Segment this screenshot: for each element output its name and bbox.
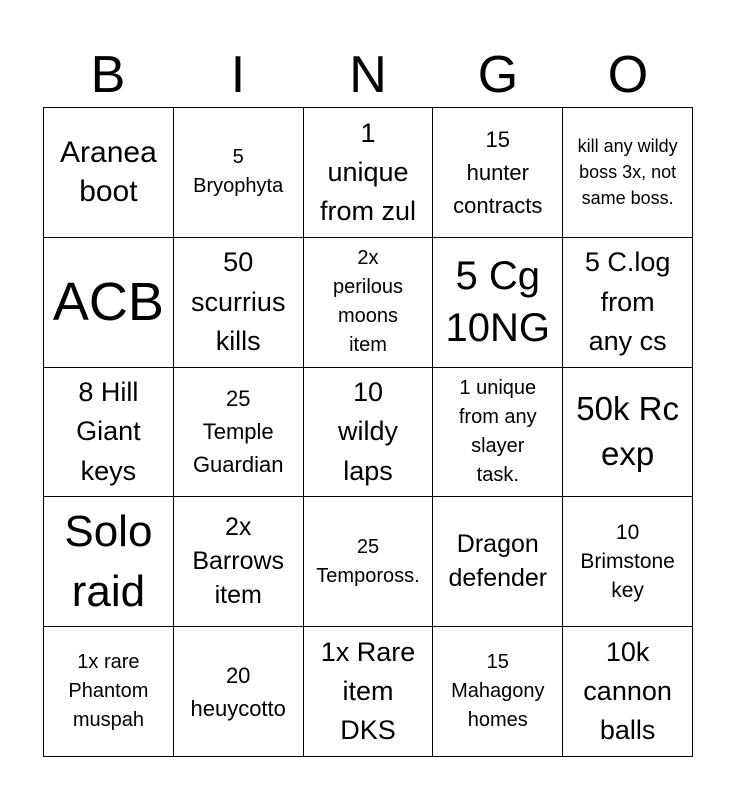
- bingo-cell[interactable]: 1 unique from any slayer task.: [433, 368, 563, 498]
- bingo-cell[interactable]: 25 Tempoross.: [304, 497, 434, 627]
- bingo-cell[interactable]: Solo raid: [44, 497, 174, 627]
- header-letter-b: B: [90, 46, 126, 104]
- bingo-cell[interactable]: 5 Cg 10NG: [433, 238, 563, 368]
- bingo-cell[interactable]: kill any wildy boss 3x, not same boss.: [563, 108, 693, 238]
- bingo-cell[interactable]: 25 Temple Guardian: [174, 368, 304, 498]
- bingo-cell[interactable]: Dragon defender: [433, 497, 563, 627]
- bingo-cell[interactable]: 15 hunter contracts: [433, 108, 563, 238]
- bingo-cell[interactable]: Aranea boot: [44, 108, 174, 238]
- bingo-cell[interactable]: 20 heuycotto: [174, 627, 304, 757]
- bingo-header: [43, 44, 693, 106]
- bingo-cell[interactable]: 5 Bryophyta: [174, 108, 304, 238]
- bingo-cell[interactable]: 5 C.log from any cs: [563, 238, 693, 368]
- header-letter-g: G: [477, 46, 519, 104]
- bingo-cell[interactable]: 1x rare Phantom muspah: [44, 627, 174, 757]
- bingo-cell[interactable]: 10 wildy laps: [304, 368, 434, 498]
- bingo-cell[interactable]: 2x perilous moons item: [304, 238, 434, 368]
- header-letter-o: O: [607, 46, 649, 104]
- bingo-cell[interactable]: 1 unique from zul: [304, 108, 434, 238]
- bingo-cell[interactable]: 50 scurrius kills: [174, 238, 304, 368]
- bingo-cell[interactable]: 1x Rare item DKS: [304, 627, 434, 757]
- bingo-cell[interactable]: ACB: [44, 238, 174, 368]
- bingo-cell[interactable]: 2x Barrows item: [174, 497, 304, 627]
- bingo-cell[interactable]: 15 Mahagony homes: [433, 627, 563, 757]
- bingo-cell[interactable]: 10 Brimstone key: [563, 497, 693, 627]
- bingo-cell[interactable]: 50k Rc exp: [563, 368, 693, 498]
- header-letter-i: I: [230, 46, 246, 104]
- bingo-cell[interactable]: 8 Hill Giant keys: [44, 368, 174, 498]
- bingo-grid: [43, 107, 693, 757]
- bingo-cell[interactable]: 10k cannon balls: [563, 627, 693, 757]
- header-letter-n: N: [349, 46, 387, 104]
